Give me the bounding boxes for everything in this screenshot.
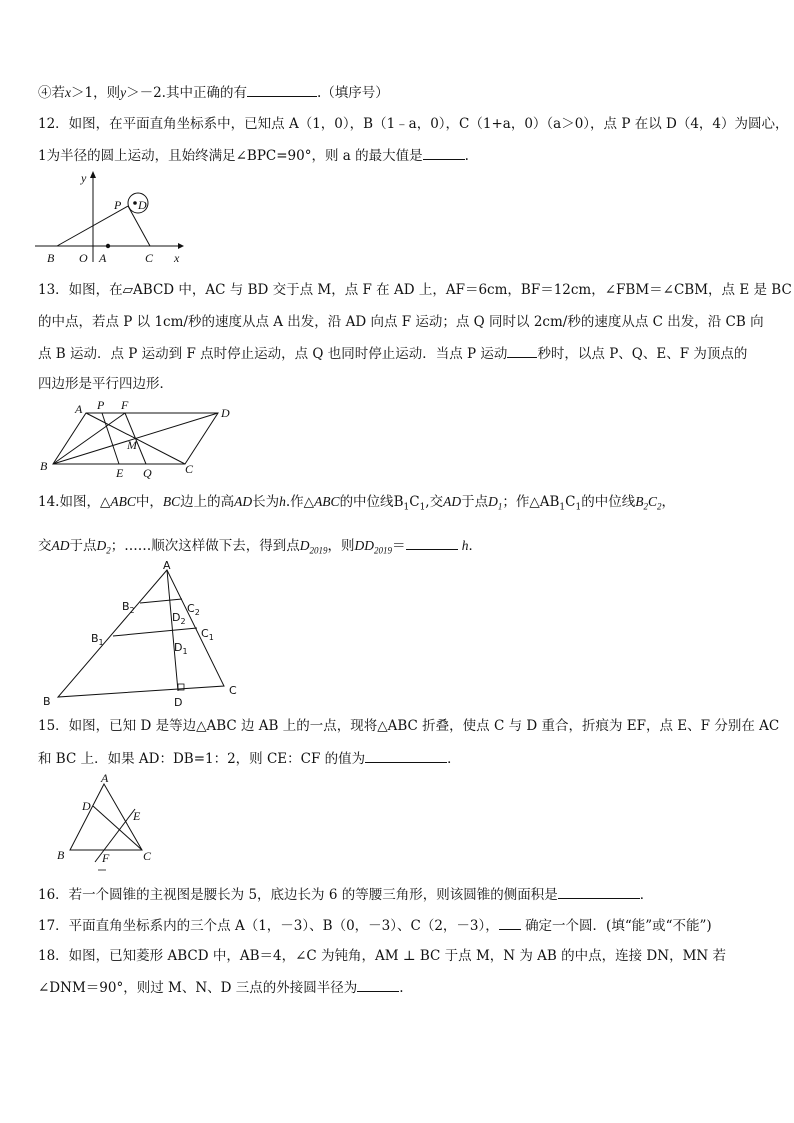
answer-blank: [406, 536, 458, 550]
q11-tail: ④若x＞1，则y＞－2.其中正确的有 .（填序号）: [38, 85, 389, 101]
svg-text:A: A: [99, 251, 107, 265]
q12-line-2: 1为半径的圆上运动，且始终满足∠BPC=90°，则 a 的最大值是 .: [38, 148, 469, 164]
answer-blank: [423, 146, 465, 160]
q18-line-2: ∠DNM＝90°，则过 M、N、D 三点的外接圆半径为 .: [38, 980, 404, 996]
q13-figure: [35, 397, 235, 479]
q13-line-4: 四边形是平行四边形．: [38, 376, 173, 392]
svg-text:C: C: [229, 684, 237, 697]
answer-blank: [507, 344, 537, 358]
q17-line: 17．平面直角坐标系内的三个点 A（1，－3）、B（0，－3）、C（2，－3）， 确定一个圆．(填“能”或“不能”): [38, 918, 712, 934]
q13-line-3: 点 B 运动．点 P 运动到 F 点时停止运动，点 Q 也同时停止运动．当点 P 运动 秒时，以点 P、Q、E、F 为顶点的: [38, 346, 748, 362]
q14-line-1: 14.如图，△ABC中，BC边上的高AD长为h.作△ABC的中位线$B_1C_1$,交AD于点$D_1$；作$\triangle AB_1C_1$的中位线$B_2C_2$，: [38, 494, 675, 513]
svg-text:A: A: [163, 559, 171, 572]
svg-text:D1: $D_1$: [174, 641, 188, 656]
q14-line-2: 交AD于点$D_2$；……顺次这样做下去，得到点$D_{2019}$，则$DD_{2019}= h$．: [38, 538, 483, 556]
svg-text:A: A: [101, 771, 109, 785]
answer-blank: [558, 885, 640, 899]
q14-figure: [38, 560, 243, 710]
svg-text:B2: $B_2$: [122, 600, 135, 615]
svg-text:D2: $D_2$: [172, 611, 186, 626]
answer-blank: [365, 749, 447, 763]
svg-text:M: M: [127, 438, 137, 452]
q15-line-1: 15．如图，已知 D 是等边△ABC 边 AB 上的一点，现将△ABC 折叠，使点 C 与 D 重合，折痕为 EF，点 E、F 分别在 AC: [38, 718, 780, 734]
q13-line-2: 的中点，若点 P 以 1cm/秒的速度从点 A 出发，沿 AD 向点 F 运动；点 Q 同时以 2cm/秒的速度从点 C 出发，沿 CB 向: [38, 314, 764, 330]
svg-text:C: C: [143, 849, 152, 863]
svg-text:B1: $B_1$: [91, 632, 104, 647]
q13-line-1: 13．如图，在▱ABCD 中，AC 与 BD 交于点 M，点 F 在 AD 上，AF＝6cm，BF＝12cm，∠FBM＝∠CBM，点 E 是 BC: [38, 282, 792, 298]
q16-line: 16．若一个圆锥的主视图是腰长为 5，底边长为 6 的等腰三角形，则该圆锥的侧面积是 ．: [38, 887, 654, 903]
svg-text:B: B: [40, 459, 48, 473]
svg-text:B: B: [43, 695, 51, 708]
answer-blank: [247, 83, 317, 97]
svg-text:E: E: [133, 809, 141, 823]
svg-text:D: D: [138, 198, 147, 212]
svg-text:D: D: [221, 406, 230, 420]
q12-line-1: 12．如图，在平面直角坐标系中，已知点 A（1，0），B（1﹣a，0），C（1+a，0）（a＞0），点 P 在以 D（4，4）为圆心，: [38, 116, 789, 132]
q15-figure: [54, 772, 164, 872]
svg-text:D: D: [174, 696, 183, 709]
svg-text:y: y: [81, 171, 87, 185]
svg-text:P: P: [97, 398, 105, 412]
svg-text:F: F: [102, 851, 110, 865]
svg-text:B: B: [57, 848, 65, 862]
svg-text:Q: Q: [143, 466, 152, 480]
q15-line-2: 和 BC 上．如果 AD：DB=1：2，则 CE：CF 的值为 ．: [38, 751, 461, 767]
svg-text:O: O: [79, 251, 88, 265]
svg-text:A: A: [75, 402, 83, 416]
svg-text:B: B: [47, 251, 55, 265]
svg-text:D: D: [82, 799, 91, 813]
answer-blank: [499, 916, 521, 930]
q12-figure: [35, 170, 185, 265]
svg-text:F: F: [121, 398, 129, 412]
svg-text:C: C: [145, 251, 154, 265]
answer-blank: [357, 978, 399, 992]
svg-text:C1: $C_1$: [201, 627, 214, 642]
svg-text:E: E: [116, 466, 124, 480]
svg-text:C2: $C_2$: [187, 602, 200, 617]
svg-text:P: P: [114, 198, 122, 212]
svg-text:C: C: [185, 462, 194, 476]
svg-text:x: x: [174, 251, 180, 265]
q18-line-1: 18．如图，已知菱形 ABCD 中，AB＝4，∠C 为钝角，AM ⊥ BC 于点 M，N 为 AB 的中点，连接 DN，MN 若: [38, 948, 726, 964]
